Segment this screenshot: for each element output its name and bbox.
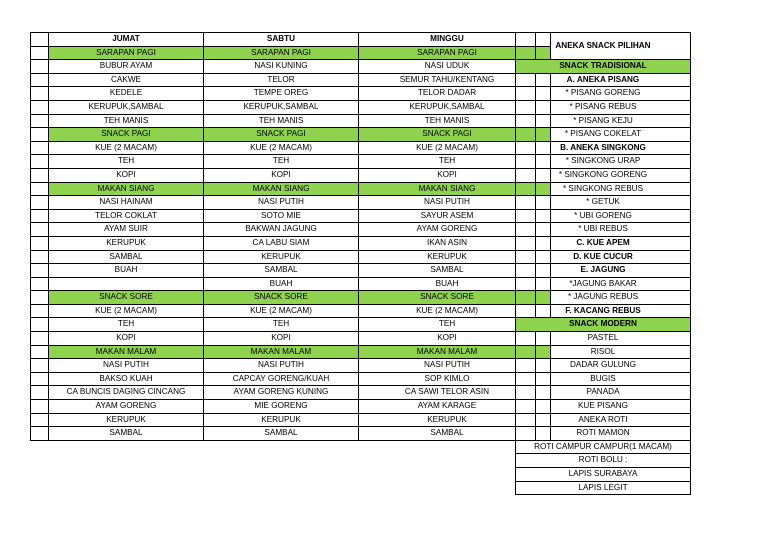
snack-row: [516, 155, 691, 169]
menu-item-row: [31, 332, 551, 346]
menu-item-row: [31, 73, 551, 87]
blank-cell: [31, 128, 49, 142]
snack-row: [516, 345, 691, 359]
menu-item-cell: BAKSO KUAH: [49, 372, 204, 386]
snack-row: [516, 264, 691, 278]
snack-item-cell: PANADA: [516, 386, 691, 400]
snack-table-title: ANEKA SNACK PILIHAN: [516, 33, 691, 60]
menu-item-cell: SOTO MIE: [204, 209, 359, 223]
snack-row: [516, 141, 691, 155]
menu-item-cell: TELOR COKLAT: [49, 209, 204, 223]
blank-cell: [31, 318, 49, 332]
snack-item-cell: *JAGUNG BAKAR: [516, 277, 691, 291]
menu-item-cell: IKAN ASIN: [359, 236, 536, 250]
menu-item-row: [31, 155, 551, 169]
day-header-row: [31, 33, 551, 47]
blank-cell: [31, 400, 49, 414]
snack-item-cell: ANEKA ROTI: [516, 413, 691, 427]
menu-item-cell: AYAM GORENG KUNING: [204, 386, 359, 400]
blank-cell: [31, 100, 49, 114]
menu-item-cell: KOPI: [204, 168, 359, 182]
menu-item-row: [31, 386, 551, 400]
menu-item-cell: TEH: [204, 155, 359, 169]
menu-item-cell: NASI KUNING: [204, 60, 359, 74]
snack-row: [516, 468, 691, 482]
snack-row: [516, 182, 691, 196]
menu-item-cell: NASI PUTIH: [49, 359, 204, 373]
menu-item-cell: BUAH: [204, 277, 359, 291]
menu-item-cell: AYAM GORENG: [359, 223, 536, 237]
snack-item-cell: KUE PISANG: [516, 400, 691, 414]
menu-item-row: [31, 236, 551, 250]
snack-item-cell: LAPIS SURABAYA: [516, 468, 691, 482]
menu-item-cell: KUE (2 MACAM): [359, 141, 536, 155]
blank-cell: [31, 359, 49, 373]
blank-cell: [31, 46, 49, 60]
snack-row: [516, 168, 691, 182]
menu-item-cell: KOPI: [49, 168, 204, 182]
meal-section-label: SNACK PAGI: [359, 128, 536, 142]
blank-cell: [31, 291, 49, 305]
meal-section-label: SARAPAN PAGI: [204, 46, 359, 60]
blank-cell: [31, 168, 49, 182]
menu-item-cell: KERUPUK,SAMBAL: [204, 100, 359, 114]
menu-item-cell: TEH: [204, 318, 359, 332]
meal-section-label: MAKAN MALAM: [49, 345, 204, 359]
snack-row: [516, 60, 691, 74]
snack-item-cell: * UBI GORENG: [516, 209, 691, 223]
menu-item-cell: SAMBAL: [359, 264, 536, 278]
snack-row: [516, 196, 691, 210]
snack-item-cell: RISOL: [516, 345, 691, 359]
menu-item-cell: TEMPE OREG: [204, 87, 359, 101]
blank-cell: [31, 277, 49, 291]
menu-item-row: [31, 87, 551, 101]
menu-item-cell: NASI PUTIH: [204, 196, 359, 210]
snack-row: [516, 291, 691, 305]
menu-item-cell: TEH: [49, 318, 204, 332]
meal-section-row: [31, 182, 551, 196]
menu-item-cell: AYAM KARAGE: [359, 400, 536, 414]
menu-item-cell: KEDELE: [49, 87, 204, 101]
menu-item-row: [31, 427, 551, 441]
menu-item-cell: AYAM GORENG: [49, 400, 204, 414]
menu-item-cell: NASI PUTIH: [359, 196, 536, 210]
meal-section-label: SARAPAN PAGI: [49, 46, 204, 60]
blank-cell: [31, 427, 49, 441]
menu-item-cell: KUE (2 MACAM): [204, 304, 359, 318]
snack-row: [516, 318, 691, 332]
snack-row: [516, 73, 691, 87]
weekly-menu-body: [31, 33, 551, 441]
menu-item-cell: SOP KIMLO: [359, 372, 536, 386]
snack-row: [516, 87, 691, 101]
meal-section-label: SNACK SORE: [49, 291, 204, 305]
menu-item-cell: NASI PUTIH: [359, 359, 536, 373]
menu-item-cell: KERUPUK,SAMBAL: [359, 100, 536, 114]
menu-item-cell: KERUPUK: [359, 413, 536, 427]
snack-item-cell: F. KACANG REBUS: [516, 304, 691, 318]
menu-item-cell: TELOR DADAR: [359, 87, 536, 101]
menu-item-row: [31, 250, 551, 264]
blank-cell: [31, 236, 49, 250]
menu-item-cell: CA SAWI TELOR ASIN: [359, 386, 536, 400]
menu-item-cell: TELOR: [204, 73, 359, 87]
snack-row: [516, 128, 691, 142]
snack-item-cell: * UBI REBUS: [516, 223, 691, 237]
menu-item-cell: SAMBAL: [49, 427, 204, 441]
menu-item-cell: MIE GORENG: [204, 400, 359, 414]
snack-category-label: SNACK TRADISIONAL: [516, 60, 691, 74]
snack-item-cell: * PISANG REBUS: [516, 100, 691, 114]
snack-item-cell: * PISANG KEJU: [516, 114, 691, 128]
menu-item-cell: BAKWAN JAGUNG: [204, 223, 359, 237]
day-header-jumat: JUMAT: [49, 33, 204, 47]
menu-item-cell: CA BUNCIS DAGING CINCANG: [49, 386, 204, 400]
snack-options-body: [516, 33, 691, 495]
snack-item-cell: D. KUE CUCUR: [516, 250, 691, 264]
meal-section-label: MAKAN SIANG: [204, 182, 359, 196]
menu-item-cell: KERUPUK: [204, 250, 359, 264]
menu-item-row: [31, 209, 551, 223]
blank-cell: [31, 87, 49, 101]
blank-cell: [31, 209, 49, 223]
menu-item-cell: BUAH: [49, 264, 204, 278]
blank-cell: [31, 332, 49, 346]
snack-item-cell: ROTI MAMON: [516, 427, 691, 441]
menu-item-cell: SAMBAL: [49, 250, 204, 264]
snack-row: [516, 481, 691, 495]
menu-item-row: [31, 100, 551, 114]
snack-item-cell: * SINGKONG URAP: [516, 155, 691, 169]
menu-item-cell: AYAM SUIR: [49, 223, 204, 237]
snack-item-cell: A. ANEKA PISANG: [516, 73, 691, 87]
menu-item-cell: SAMBAL: [204, 264, 359, 278]
snack-row: [516, 372, 691, 386]
menu-item-cell: SEMUR TAHU/KENTANG: [359, 73, 536, 87]
menu-item-row: [31, 168, 551, 182]
snack-row: [516, 332, 691, 346]
blank-cell: [31, 223, 49, 237]
menu-item-cell: KOPI: [49, 332, 204, 346]
snack-row: [516, 400, 691, 414]
menu-item-row: [31, 318, 551, 332]
menu-item-cell: CAPCAY GORENG/KUAH: [204, 372, 359, 386]
blank-cell: [31, 60, 49, 74]
snack-row: [516, 250, 691, 264]
snack-row: [516, 100, 691, 114]
blank-cell: [31, 33, 49, 47]
snack-row: [516, 277, 691, 291]
menu-item-row: [31, 114, 551, 128]
blank-cell: [31, 155, 49, 169]
menu-item-row: [31, 264, 551, 278]
meal-section-row: [31, 345, 551, 359]
menu-item-cell: NASI UDUK: [359, 60, 536, 74]
meal-section-row: [31, 128, 551, 142]
menu-item-cell: BUAH: [359, 277, 536, 291]
blank-cell: [31, 386, 49, 400]
menu-item-cell: TEH MANIS: [359, 114, 536, 128]
snack-item-cell: DADAR GULUNG: [516, 359, 691, 373]
blank-cell: [31, 264, 49, 278]
snack-row: [516, 454, 691, 468]
menu-item-cell: TEH: [49, 155, 204, 169]
snack-row: [516, 304, 691, 318]
snack-category-label: SNACK MODERN: [516, 318, 691, 332]
menu-item-cell: SAMBAL: [204, 427, 359, 441]
snack-item-cell: BUGIS: [516, 372, 691, 386]
menu-item-cell: KOPI: [359, 332, 536, 346]
menu-item-cell: TEH: [359, 318, 536, 332]
meal-section-label: SNACK PAGI: [204, 128, 359, 142]
menu-item-cell: NASI HAINAM: [49, 196, 204, 210]
menu-item-row: [31, 196, 551, 210]
menu-item-cell: KUE (2 MACAM): [204, 141, 359, 155]
menu-item-cell: TEH MANIS: [49, 114, 204, 128]
menu-item-cell: KUE (2 MACAM): [359, 304, 536, 318]
menu-item-row: [31, 277, 551, 291]
menu-item-cell: KERUPUK: [204, 413, 359, 427]
snack-item-cell: LAPIS LEGIT: [516, 481, 691, 495]
meal-section-label: MAKAN SIANG: [49, 182, 204, 196]
meal-section-label: MAKAN MALAM: [204, 345, 359, 359]
menu-item-cell: KOPI: [359, 168, 536, 182]
meal-section-row: [31, 46, 551, 60]
snack-row: [516, 114, 691, 128]
snack-options-table: [515, 32, 691, 495]
blank-cell: [31, 182, 49, 196]
snack-item-cell: PASTEL: [516, 332, 691, 346]
menu-item-cell: KUE (2 MACAM): [49, 141, 204, 155]
menu-item-cell: KERUPUK: [49, 413, 204, 427]
snack-row: [516, 427, 691, 441]
menu-item-cell: CAKWE: [49, 73, 204, 87]
snack-item-cell: ROTI BOLU :: [516, 454, 691, 468]
snack-item-cell: B. ANEKA SINGKONG: [516, 141, 691, 155]
snack-row: [516, 223, 691, 237]
blank-cell: [31, 250, 49, 264]
blank-cell: [31, 114, 49, 128]
menu-item-row: [31, 359, 551, 373]
menu-item-cell: TEH MANIS: [204, 114, 359, 128]
snack-row: [516, 440, 691, 454]
snack-item-cell: E. JAGUNG: [516, 264, 691, 278]
meal-section-label: SNACK PAGI: [49, 128, 204, 142]
menu-item-cell: SAYUR ASEM: [359, 209, 536, 223]
weekly-menu-table: [30, 32, 551, 441]
snack-item-cell: ROTI CAMPUR CAMPUR(1 MACAM): [516, 440, 691, 454]
menu-item-cell: SAMBAL: [359, 427, 536, 441]
menu-item-cell: KERUPUK: [359, 250, 536, 264]
day-header-minggu: MINGGU: [359, 33, 536, 47]
blank-cell: [31, 196, 49, 210]
menu-item-row: [31, 141, 551, 155]
menu-item-row: [31, 60, 551, 74]
meal-section-label: MAKAN MALAM: [359, 345, 536, 359]
menu-item-row: [31, 223, 551, 237]
meal-section-label: SNACK SORE: [359, 291, 536, 305]
menu-item-cell: KERUPUK,SAMBAL: [49, 100, 204, 114]
snack-title-row: [516, 33, 691, 60]
menu-item-cell: KOPI: [204, 332, 359, 346]
snack-row: [516, 359, 691, 373]
blank-cell: [31, 141, 49, 155]
meal-section-row: [31, 291, 551, 305]
snack-item-cell: * PISANG COKELAT: [516, 128, 691, 142]
menu-item-cell: NASI PUTIH: [204, 359, 359, 373]
menu-item-row: [31, 413, 551, 427]
menu-item-cell: KERUPUK: [49, 236, 204, 250]
snack-item-cell: * SINGKONG GORENG: [516, 168, 691, 182]
menu-item-row: [31, 372, 551, 386]
menu-item-cell: CA LABU SIAM: [204, 236, 359, 250]
snack-row: [516, 209, 691, 223]
blank-cell: [31, 413, 49, 427]
snack-item-cell: * JAGUNG REBUS: [516, 291, 691, 305]
snack-item-cell: * PISANG GORENG: [516, 87, 691, 101]
blank-cell: [31, 372, 49, 386]
snack-item-cell: * GETUK: [516, 196, 691, 210]
meal-section-label: SNACK SORE: [204, 291, 359, 305]
snack-row: [516, 236, 691, 250]
blank-cell: [31, 304, 49, 318]
blank-cell: [31, 73, 49, 87]
meal-section-label: MAKAN SIANG: [359, 182, 536, 196]
menu-item-cell: KUE (2 MACAM): [49, 304, 204, 318]
menu-item-cell: [49, 277, 204, 291]
snack-item-cell: * SINGKONG REBUS: [516, 182, 691, 196]
meal-section-label: SARAPAN PAGI: [359, 46, 536, 60]
menu-item-cell: BUBUR AYAM: [49, 60, 204, 74]
snack-item-cell: C. KUE APEM: [516, 236, 691, 250]
menu-item-row: [31, 304, 551, 318]
snack-row: [516, 386, 691, 400]
day-header-sabtu: SABTU: [204, 33, 359, 47]
blank-cell: [31, 345, 49, 359]
menu-item-cell: TEH: [359, 155, 536, 169]
menu-item-row: [31, 400, 551, 414]
snack-row: [516, 413, 691, 427]
